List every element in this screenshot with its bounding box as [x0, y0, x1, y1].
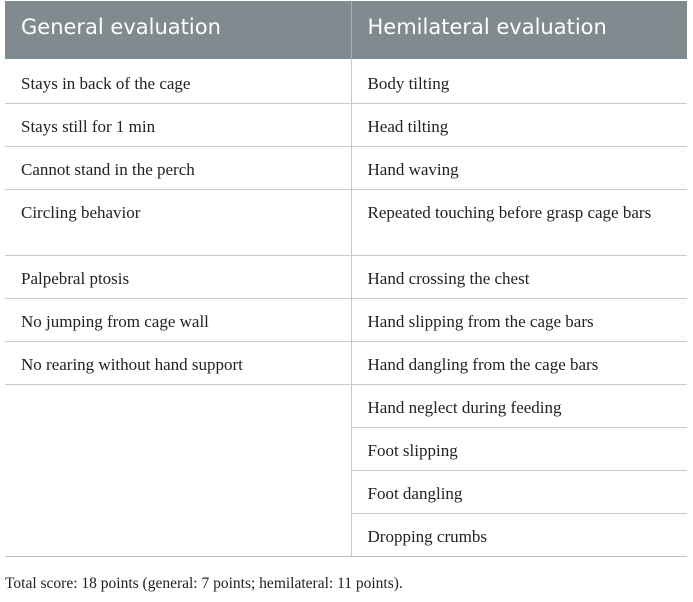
header-hemilateral-evaluation: Hemilateral evaluation [351, 1, 687, 59]
table-row [5, 256, 687, 299]
hemilateral-cell: Body tilting [351, 59, 687, 104]
general-empty-cell [5, 385, 351, 557]
general-cell: Circling behavior [5, 190, 351, 256]
general-cell: Stays in back of the cage [21, 74, 191, 93]
table-row [5, 104, 687, 147]
hemilateral-cell: Hand waving [351, 147, 687, 190]
hemilateral-cell: Hand crossing the chest [351, 256, 687, 299]
table-row [5, 147, 687, 190]
table-row [5, 342, 687, 385]
table-row [5, 59, 687, 104]
table-footnote: Total score: 18 points (general: 7 points; hemilateral: 11 points). [5, 575, 403, 592]
table-row [5, 299, 687, 342]
hemilateral-cell: Hand neglect during feeding [351, 385, 687, 428]
hemilateral-cell: Foot slipping [351, 428, 687, 471]
hemilateral-cell: Repeated touching before grasp cage bars [351, 190, 687, 256]
general-cell: Cannot stand in the perch [5, 147, 351, 190]
evaluation-table-container [5, 1, 687, 557]
general-cell: Stays still for 1 min [5, 104, 351, 147]
header-general-evaluation: General evaluation [5, 1, 351, 59]
hemilateral-cell: Foot dangling [351, 471, 687, 514]
general-cell: No jumping from cage wall [5, 299, 351, 342]
evaluation-table [5, 1, 687, 557]
general-cell: Palpebral ptosis [5, 256, 351, 299]
table-header [5, 1, 687, 59]
hemilateral-cell: Dropping crumbs [351, 514, 687, 557]
hemilateral-cell: Head tilting [351, 104, 687, 147]
table-row [5, 190, 687, 256]
hemilateral-cell: Hand dangling from the cage bars [351, 342, 687, 385]
header-row [5, 1, 687, 59]
table-row [5, 385, 687, 428]
table-body [5, 59, 687, 557]
general-cell: No rearing without hand support [5, 342, 351, 385]
hemilateral-cell: Hand slipping from the cage bars [351, 299, 687, 342]
